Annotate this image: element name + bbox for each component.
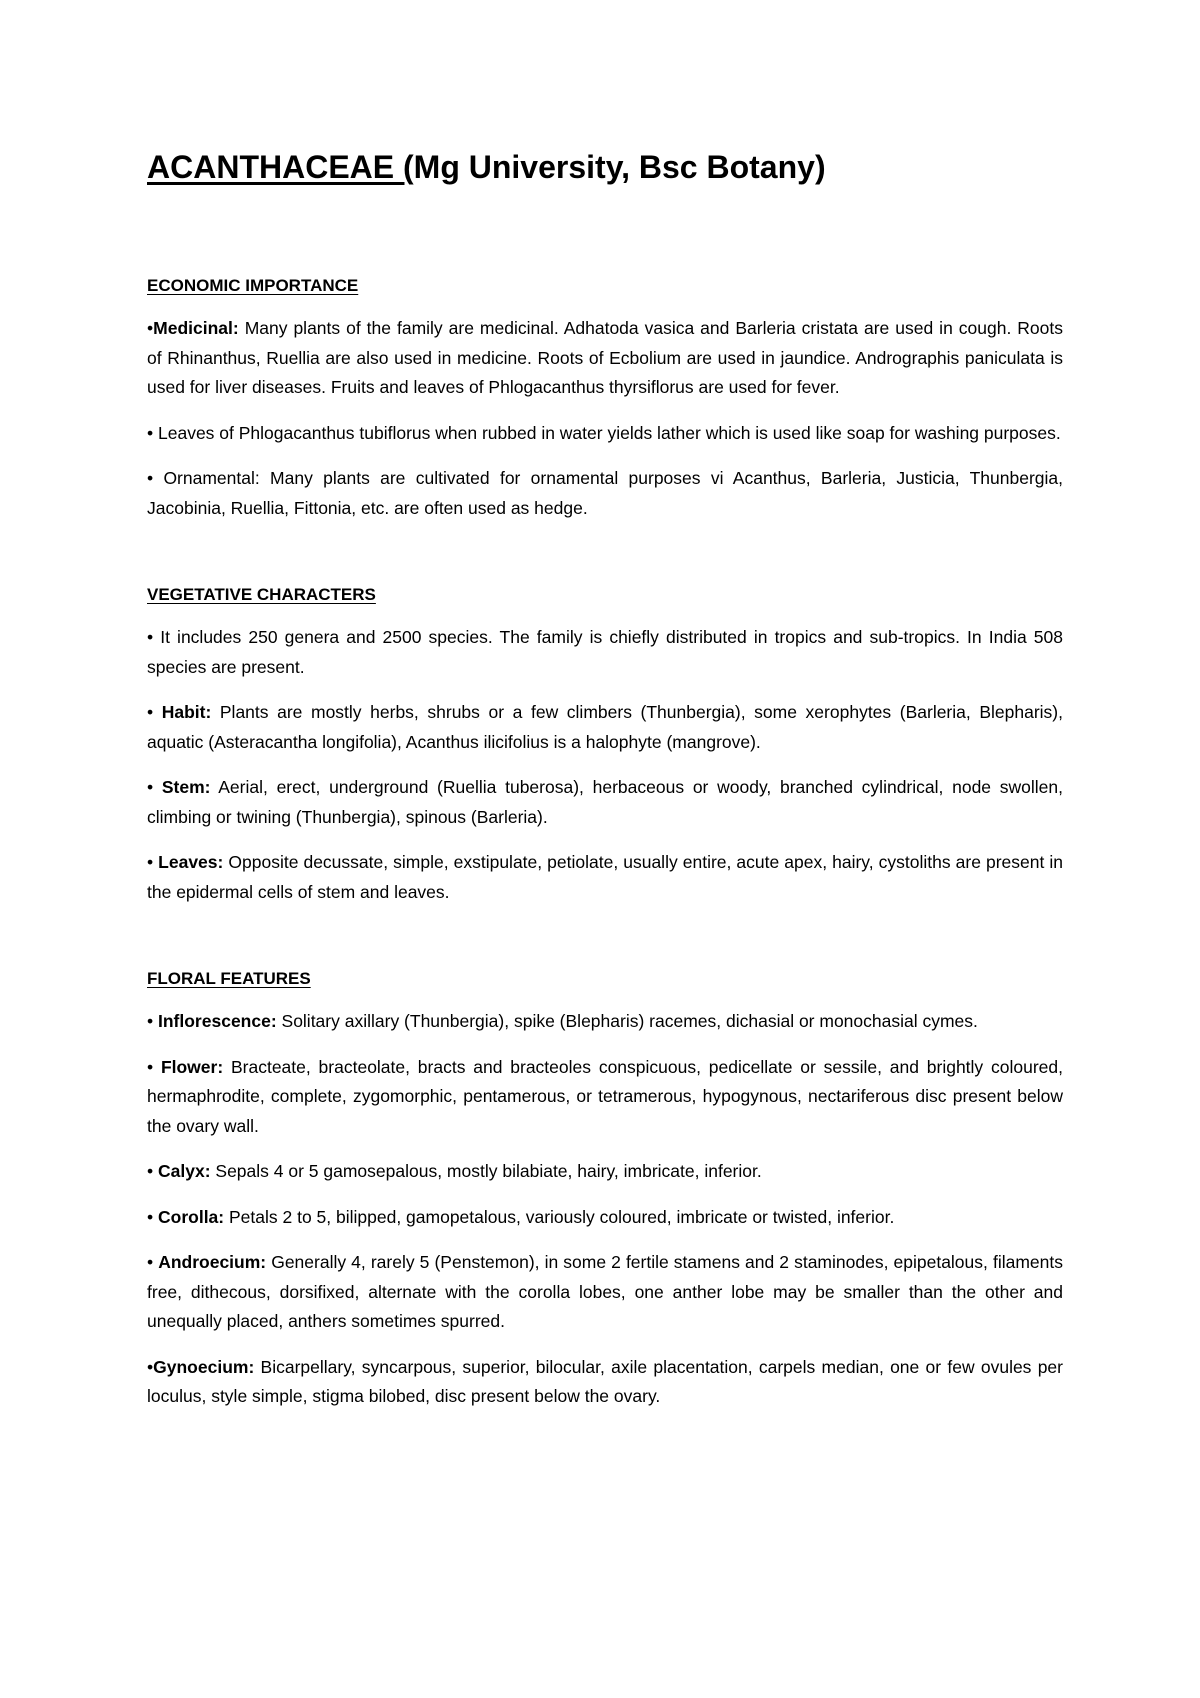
paragraph (147, 773, 1063, 832)
paragraph (147, 1353, 1063, 1412)
paragraph (147, 1007, 1063, 1037)
paragraph (147, 314, 1063, 403)
paragraph (147, 1203, 1063, 1233)
bullet: • (147, 422, 158, 443)
para-text: Leaves of Phlogacanthus tubiflorus when rubbed in water yields lather which is used like soap for washing purposes. (158, 422, 1061, 443)
paragraph (147, 464, 1063, 523)
para-label: Gynoecium: (153, 1356, 255, 1377)
para-text: Opposite decussate, simple, exstipulate, petiolate, usually entire, acute apex, hairy, cystoliths are present in the epidermal cells of stem and leaves. (147, 852, 1063, 902)
para-label: Calyx: (158, 1161, 211, 1182)
section-heading: VEGETATIVE CHARACTERS (147, 585, 376, 605)
paragraph (147, 848, 1063, 907)
para-label: Flower: (160, 1056, 224, 1077)
para-label: Leaves: (158, 852, 224, 873)
page-title (147, 148, 1063, 186)
bullet: • (147, 1356, 154, 1377)
paragraph (147, 1053, 1063, 1142)
para-text: Bicarpellary, syncarpous, superior, bilocular, axile placentation, carpels median, one or few ovules per loculus, style simple, stigma bilobed, disc present below the ovary. (147, 1356, 1063, 1407)
bullet: • (147, 318, 154, 339)
para-text: Ornamental: Many plants are cultivated for ornamental purposes vi Acanthus, Barleria, Justicia, Thunbergia, Jacobinia, Ruellia, Fittonia, etc. are often used as hedge. (147, 468, 1063, 518)
bullet: • (147, 777, 162, 798)
para-label: Inflorescence: (158, 1011, 277, 1032)
paragraph (147, 419, 1063, 449)
para-label: Corolla: (158, 1206, 225, 1227)
para-text: Generally 4, rarely 5 (Penstemon), in some 2 fertile stamens and 2 staminodes, epipetalous, filaments free, dithecous, dorsifixed, alternate with the corolla lobes, one anther lobe may be smaller than the other and unequally placed, anthers sometimes spurred. (147, 1252, 1063, 1332)
title-rest: Mg University, Bsc Botany) (413, 149, 826, 185)
paragraph (147, 698, 1063, 757)
para-text: It includes 250 genera and 2500 species. The family is chiefly distributed in tropics and sub-tropics. In India 508 species are present. (147, 627, 1063, 677)
section-floral-features (147, 969, 1063, 1412)
title-underlined: ACANTHACEAE ( (147, 149, 414, 185)
para-text: Aerial, erect, underground (Ruellia tuberosa), herbaceous or woody, branched cylindrical, node swollen, climbing or twining (Thunbergia), spinous (Barleria). (147, 777, 1063, 827)
section-heading: FLORAL FEATURES (147, 969, 311, 989)
para-label: Stem: (161, 777, 211, 798)
para-label: Medicinal: (153, 318, 239, 339)
bullet: • (147, 468, 164, 489)
bullet: • (147, 702, 162, 723)
paragraph (147, 1157, 1063, 1187)
para-label: Androecium: (158, 1252, 267, 1273)
bullet: • (147, 1011, 158, 1032)
section-economic-importance (147, 276, 1063, 523)
paragraph (147, 1248, 1063, 1337)
para-text: Bracteate, bracteolate, bracts and bracteoles conspicuous, pedicellate or sessile, and brightly coloured, hermaphrodite, complete, zygomorphic, pentamerous, or tetramerous, hypogynous, nectariferous disc present below the ovary wall. (147, 1056, 1063, 1136)
bullet: • (147, 1056, 161, 1077)
bullet: • (147, 1252, 159, 1273)
para-text: Many plants of the family are medicinal. Adhatoda vasica and Barleria cristata are used in cough. Roots of Rhinanthus, Ruellia are also used in medicine. Roots of Ecbolium are used in jaundice. Andrographis paniculata is used for liver diseases. Fruits and leaves of Phlogacanthus thyrsiflorus are used for fever. (147, 318, 1063, 398)
para-text: Petals 2 to 5, bilipped, gamopetalous, variously coloured, imbricate or twisted, inferior. (224, 1206, 895, 1227)
bullet: • (147, 1206, 158, 1227)
bullet: • (147, 852, 159, 873)
bullet: • (147, 627, 161, 648)
paragraph (147, 623, 1063, 682)
para-text: Plants are mostly herbs, shrubs or a few climbers (Thunbergia), some xerophytes (Barleria, Blepharis), aquatic (Asteracantha longifolia), Acanthus ilicifolius is a halophyte (mangrove). (147, 702, 1063, 752)
section-vegetative-characters (147, 585, 1063, 907)
bullet: • (147, 1161, 158, 1182)
para-text: Sepals 4 or 5 gamosepalous, mostly bilabiate, hairy, imbricate, inferior. (210, 1161, 762, 1182)
para-text: Solitary axillary (Thunbergia), spike (Blepharis) racemes, dichasial or monochasial cymes. (276, 1011, 978, 1032)
section-heading: ECONOMIC IMPORTANCE (147, 276, 359, 296)
para-label: Habit: (161, 702, 212, 723)
